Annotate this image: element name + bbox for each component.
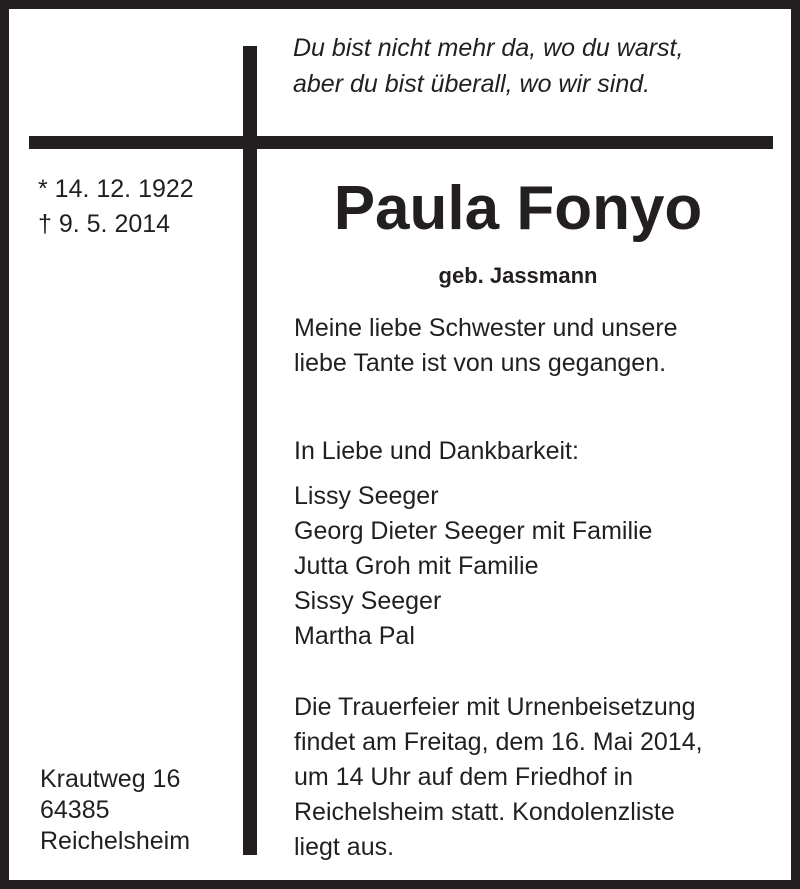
motto-line: aber du bist überall, wo wir sind.	[293, 70, 651, 98]
address-street: Krautweg 16	[40, 765, 181, 793]
mourner-item: Sissy Seeger	[294, 587, 442, 615]
maiden-name: geb. Jassmann	[438, 263, 598, 288]
cross-vertical-bar	[243, 46, 257, 855]
contact-address	[40, 764, 190, 857]
motto-line: Du bist nicht mehr da, wo du warst,	[293, 34, 684, 62]
service-line: um 14 Uhr auf dem Friedhof in	[294, 763, 634, 791]
message-line: liebe Tante ist von uns gegangen.	[294, 349, 667, 377]
life-dates	[38, 172, 194, 242]
cross-horizontal-bar	[29, 136, 773, 149]
service-line: Die Trauerfeier mit Urnenbeisetzung	[294, 693, 696, 721]
mourner-item: Jutta Groh mit Familie	[294, 552, 539, 580]
death-date: † 9. 5. 2014	[38, 210, 171, 238]
service-line: findet am Freitag, dem 16. Mai 2014,	[294, 728, 703, 756]
service-line: Reichelsheim statt. Kondolenzliste	[294, 798, 675, 826]
deceased-name: Paula Fonyo	[333, 174, 703, 243]
mourner-item: Lissy Seeger	[294, 482, 439, 510]
address-postal-code: 64385	[40, 796, 110, 824]
mourners-list	[294, 479, 652, 654]
announcement-message	[294, 311, 678, 381]
motto-quote	[293, 30, 683, 102]
service-details	[294, 690, 703, 865]
mourner-item: Martha Pal	[294, 622, 415, 650]
birth-date: * 14. 12. 1922	[38, 175, 194, 203]
message-line: Meine liebe Schwester und unsere	[294, 314, 678, 342]
address-city: Reichelsheim	[40, 827, 191, 855]
thanks-heading: In Liebe und Dankbarkeit:	[294, 437, 579, 465]
mourner-item: Georg Dieter Seeger mit Familie	[294, 517, 653, 545]
service-line: liegt aus.	[294, 833, 395, 861]
